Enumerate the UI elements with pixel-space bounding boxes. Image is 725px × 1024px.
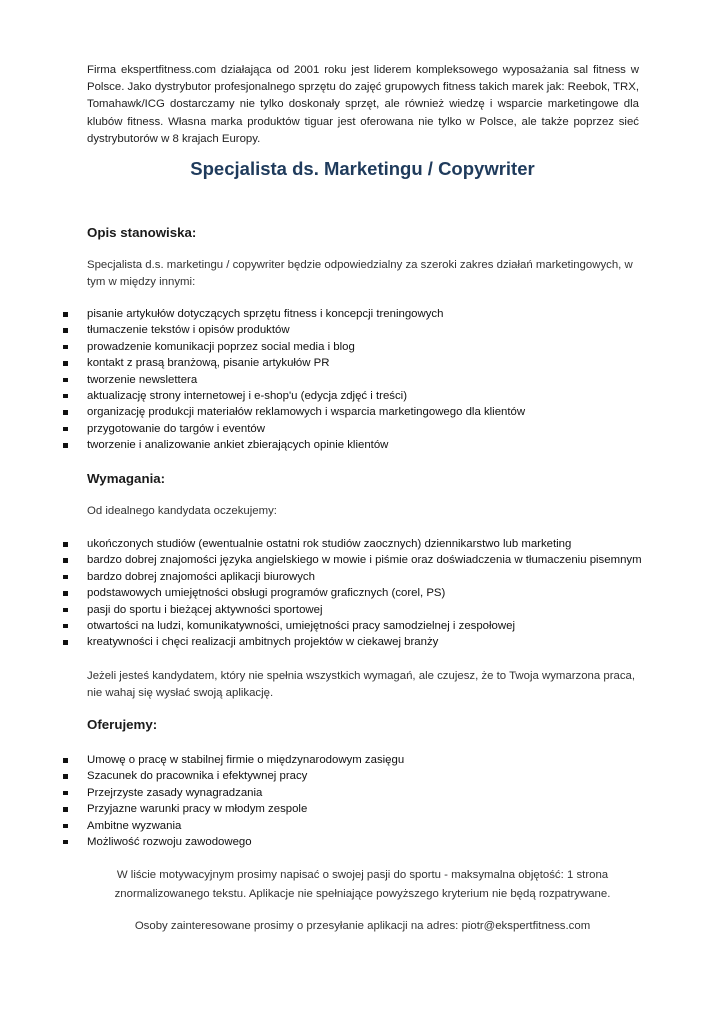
bullet-icon bbox=[63, 558, 68, 563]
list-item-text: otwartości na ludzi, komunikatywności, umiejętności pracy samodzielnej i zespołowej bbox=[87, 619, 515, 632]
bullet-icon bbox=[63, 591, 68, 596]
list-item-text: pasji do sportu i bieżącej aktywności sportowej bbox=[87, 603, 323, 616]
list-item-text: bardzo dobrej znajomości aplikacji biurowych bbox=[87, 570, 315, 583]
list-item-text: kreatywności i chęci realizacji ambitnych projektów w ciekawej branży bbox=[87, 636, 439, 649]
list-item-text: bardzo dobrej znajomości języka angielskiego w mowie i piśmie oraz doświadczenia w tłumaczeniu pisemnym bbox=[87, 554, 642, 567]
bullet-icon bbox=[63, 608, 68, 613]
list-item bbox=[0, 355, 725, 371]
list-item-text: tworzenie newslettera bbox=[87, 373, 198, 386]
requirements-heading: Wymagania: bbox=[87, 471, 166, 486]
bullet-icon bbox=[63, 575, 68, 580]
bullet-icon bbox=[63, 361, 68, 366]
bullet-icon bbox=[63, 624, 68, 629]
bullet-icon bbox=[63, 427, 68, 432]
list-item bbox=[0, 569, 725, 585]
requirements-note: Jeżeli jesteś kandydatem, który nie spełnia wszystkich wymagań, ale czujesz, że to Twoja wymarzona praca, nie wahaj się wysłać swoją aplikację. bbox=[87, 670, 636, 699]
job-title: Specjalista ds. Marketingu / Copywriter bbox=[190, 158, 535, 179]
list-item bbox=[0, 372, 725, 388]
list-item-text: Szacunek do pracownika i efektywnej pracy bbox=[87, 770, 308, 783]
bullet-icon bbox=[63, 774, 68, 779]
company-intro: Firma ekspertfitness.com działająca od 2001 roku jest liderem kompleksowego wyposażania sal fitness w Polsce. Jako dystrybutor profesjonalnego sprzętu do zajęć grupowych fitness takich marek jak: Reebok, TRX, Tomahawk/ICG dostarczamy nie tylko doskonały sprzęt, ale również wiedzę i wsparcie marketingowe dla klubów fitness. Własna marka produktów tiguar jest oferowana nie tylko w Polsce, ale także poprzez sieć dystrybutorów w 8 krajach Europy. bbox=[87, 64, 639, 145]
list-item-text: przygotowanie do targów i eventów bbox=[87, 422, 265, 435]
list-item-text: pisanie artykułów dotyczących sprzętu fitness i koncepcji treningowych bbox=[87, 308, 444, 320]
list-item-text: ukończonych studiów (ewentualnie ostatni rok studiów zaocznych) dziennikarstwo lub marketing bbox=[87, 538, 572, 550]
list-item-text: prowadzenie komunikacji poprzez social media i blog bbox=[87, 340, 355, 353]
list-item bbox=[0, 834, 725, 850]
list-item bbox=[0, 768, 725, 784]
bullet-icon bbox=[63, 807, 68, 812]
bullet-icon bbox=[63, 378, 68, 383]
bullet-icon bbox=[63, 824, 68, 829]
list-item-text: tworzenie i analizowanie ankiet zbierających opinie klientów bbox=[87, 439, 389, 452]
bullet-icon bbox=[63, 758, 68, 763]
list-item-text: Ambitne wyzwania bbox=[87, 819, 182, 832]
bullet-icon bbox=[63, 312, 68, 317]
list-item bbox=[0, 585, 725, 601]
list-item bbox=[0, 437, 725, 453]
requirements-list bbox=[0, 536, 725, 651]
list-item bbox=[0, 536, 725, 552]
list-item-text: Przejrzyste zasady wynagradzania bbox=[87, 786, 263, 799]
list-item-text: organizację produkcji materiałów reklamowych i wsparcia marketingowego dla klientów bbox=[87, 406, 526, 419]
offer-list bbox=[0, 752, 725, 850]
list-item-text: aktualizację strony internetowej i e-shop'u (edycja zdjęć i treści) bbox=[87, 389, 407, 402]
bullet-icon bbox=[63, 345, 68, 350]
list-item bbox=[0, 552, 725, 568]
list-item-text: tłumaczenie tekstów i opisów produktów bbox=[87, 324, 290, 337]
description-heading: Opis stanowiska: bbox=[87, 225, 197, 240]
list-item bbox=[0, 801, 725, 817]
list-item bbox=[0, 618, 725, 634]
list-item bbox=[0, 818, 725, 834]
list-item bbox=[0, 785, 725, 801]
list-item-text: podstawowych umiejętności obsługi programów graficznych (corel, PS) bbox=[87, 587, 446, 600]
motivation-note: W liście motywacyjnym prosimy napisać o swojej pasji do sportu - maksymalna objętość: 1 strona znormalizowanego tekstu. Aplikacje nie spełniające powyższego kryterium nie będą rozpatrywane. bbox=[114, 869, 611, 900]
bullet-icon bbox=[63, 542, 68, 547]
bullet-icon bbox=[63, 640, 68, 645]
list-item-text: Możliwość rozwoju zawodowego bbox=[87, 835, 252, 848]
responsibilities-list bbox=[0, 306, 725, 454]
list-item bbox=[0, 388, 725, 404]
bullet-icon bbox=[63, 443, 68, 448]
list-item bbox=[0, 634, 725, 650]
contact-note: Osoby zainteresowane prosimy o przesyłanie aplikacji na adres: piotr@ekspertfitness.com bbox=[134, 920, 591, 932]
list-item bbox=[0, 306, 725, 322]
list-item bbox=[0, 602, 725, 618]
bullet-icon bbox=[63, 791, 68, 796]
list-item-text: kontakt z prasą branżową, pisanie artykułów PR bbox=[87, 357, 330, 370]
requirements-lead: Od idealnego kandydata oczekujemy: bbox=[87, 505, 277, 517]
list-item-text: Przyjazne warunki pracy w młodym zespole bbox=[87, 803, 308, 816]
description-lead: Specjalista d.s. marketingu / copywriter będzie odpowiedzialny za szeroki zakres działań marketingowych, w tym w między innymi: bbox=[87, 259, 633, 288]
offer-heading: Oferujemy: bbox=[87, 717, 158, 732]
bullet-icon bbox=[63, 410, 68, 415]
bullet-icon bbox=[63, 328, 68, 333]
bullet-icon bbox=[63, 840, 68, 845]
list-item bbox=[0, 404, 725, 420]
list-item bbox=[0, 421, 725, 437]
list-item bbox=[0, 752, 725, 768]
bullet-icon bbox=[63, 394, 68, 399]
list-item-text: Umowę o pracę w stabilnej firmie o międzynarodowym zasięgu bbox=[87, 754, 405, 766]
list-item bbox=[0, 322, 725, 338]
list-item bbox=[0, 339, 725, 355]
